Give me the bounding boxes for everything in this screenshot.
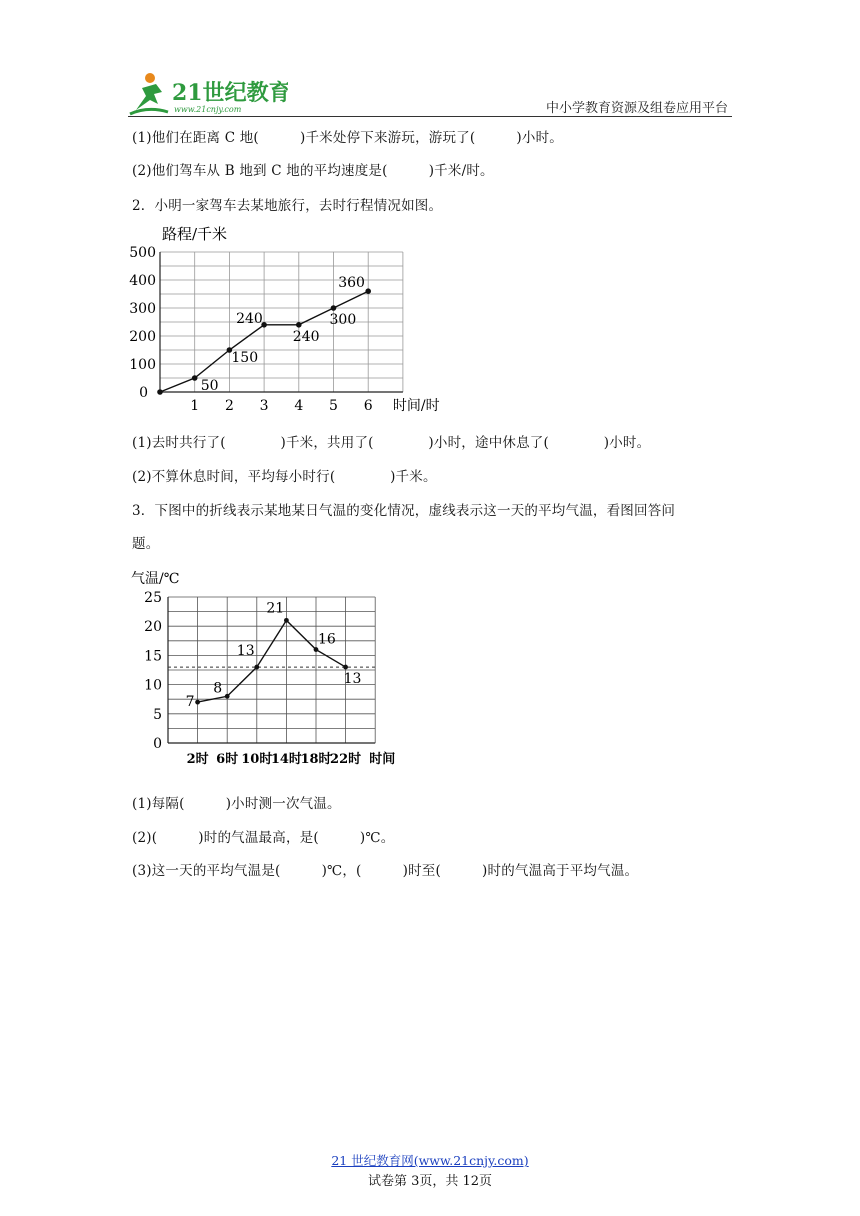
x-tick-label: 22时 (330, 752, 362, 767)
x-tick-label: 6时 (216, 752, 239, 767)
footer-link[interactable]: 21 世纪教育网(www.21cnjy.com) (331, 1153, 529, 1168)
logo-url: www.21cnjy.com (174, 105, 242, 114)
data-label: 13 (236, 643, 255, 660)
q1-part2: (2)他们驾车从 B 地到 C 地的平均速度是( )千米/时。 (132, 163, 494, 179)
data-point (157, 389, 163, 395)
y-axis-label: 路程/千米 (162, 225, 228, 243)
data-point (284, 618, 289, 623)
q3-part2: (2)( )时的气温最高，是( )℃。 (132, 830, 395, 846)
data-label: 360 (338, 275, 365, 292)
data-label: 8 (213, 680, 223, 697)
x-tick-label: 2 (224, 398, 234, 414)
data-label: 150 (231, 350, 259, 366)
x-tick-label: 2时 (186, 752, 209, 767)
y-tick-label: 20 (144, 619, 162, 636)
q3-part3: (3)这一天的平均气温是( )℃，( )时至( )时的气温高于平均气温。 (132, 863, 639, 879)
x-tick-label: 5 (329, 398, 338, 414)
x-tick-label: 18时 (300, 752, 332, 767)
logo (128, 70, 288, 118)
data-point (254, 665, 259, 670)
data-point (296, 322, 302, 328)
data-label: 300 (329, 312, 357, 328)
y-tick-label: 15 (144, 648, 162, 665)
distance-time-chart (125, 222, 445, 417)
data-label: 240 (292, 328, 320, 345)
y-tick-label: 0 (139, 385, 148, 401)
q3-part1: (1)每隔( )小时测一次气温。 (132, 796, 341, 812)
y-tick-label: 200 (129, 329, 156, 345)
q2-part1: (1)去时共行了( )千米，共用了( )小时，途中休息了( )小时。 (132, 435, 651, 451)
data-point (225, 694, 230, 699)
y-axis-label: 气温/℃ (131, 571, 180, 587)
data-point (192, 375, 198, 381)
q1-part1: (1)他们在距离 C 地( )千米处停下来游玩，游玩了( )小时。 (132, 130, 564, 146)
data-point (195, 700, 200, 705)
q3-title-line1: 3．下图中的折线表示某地某日气温的变化情况，虚线表示这一天的平均气温，看图回答问 (132, 503, 676, 519)
data-label: 7 (185, 694, 195, 711)
y-tick-label: 500 (129, 245, 156, 261)
data-point (314, 647, 319, 652)
x-tick-label: 10时 (241, 752, 273, 767)
logo-text: 21世纪教育 (172, 80, 288, 106)
x-tick-label: 6 (363, 398, 373, 414)
x-axis-label: 时间/时 (392, 398, 440, 414)
data-point (331, 305, 337, 311)
x-tick-label: 3 (259, 398, 269, 414)
runner-icon (130, 73, 168, 114)
x-tick-label: 14时 (270, 752, 302, 767)
y-tick-label: 100 (129, 357, 156, 373)
data-point (343, 665, 348, 670)
x-tick-label: 1 (190, 398, 200, 414)
x-axis-label: 时间 (369, 752, 396, 767)
data-label: 21 (266, 600, 285, 617)
data-point (365, 288, 371, 294)
q2-title: 2．小明一家驾车去某地旅行，去时行程情况如图。 (132, 198, 443, 214)
y-tick-label: 10 (144, 677, 162, 694)
data-label: 13 (343, 671, 362, 688)
y-tick-label: 300 (129, 301, 156, 317)
temperature-chart (125, 565, 415, 775)
q3-title-line2: 题。 (132, 536, 160, 552)
y-tick-label: 25 (144, 590, 162, 606)
header-divider (128, 116, 732, 117)
y-tick-label: 0 (153, 736, 162, 752)
page-number: 试卷第 3页，共 12页 (367, 1174, 493, 1189)
data-label: 16 (318, 631, 336, 648)
header-platform-name: 中小学教育资源及组卷应用平台 (545, 101, 728, 116)
y-tick-label: 5 (153, 706, 162, 723)
x-tick-label: 4 (294, 398, 304, 414)
q2-part2: (2)不算休息时间，平均每小时行( )千米。 (132, 469, 437, 485)
data-label: 240 (236, 310, 263, 327)
data-label: 50 (200, 378, 219, 394)
y-tick-label: 400 (129, 273, 156, 289)
